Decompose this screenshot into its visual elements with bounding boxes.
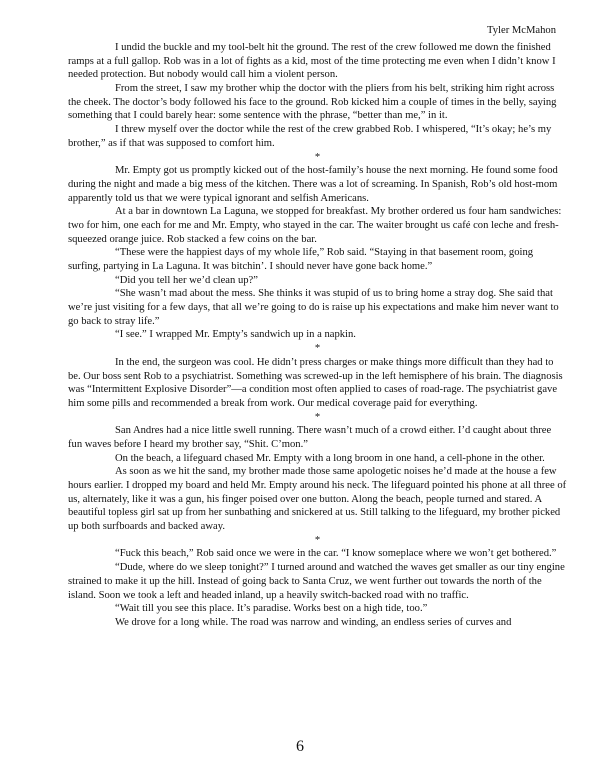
paragraph: In the end, the surgeon was cool. He didn’t press charges or make things more difficult than they had to be. Our boss sent Rob to a psychiatrist. Something was screwed-up in the left hemisphere of his brain. The diagnosis was “Intermittent Explosive Disorder”—a condition most often applied to cases of road-rage. The psychiatrist gave him some pills and recommended a break from work. Our medical coverage paid for everything. bbox=[68, 356, 563, 409]
paragraph: “She wasn’t mad about the mess. She thinks it was stupid of us to bring home a stray dog. She said that we’re just visiting for a few days, that all we’re going to do is raise up his expectations and make him never want to go back to stray life.” bbox=[68, 288, 559, 327]
paragraph: From the street, I saw my brother whip the doctor with the pliers from his belt, striking him right across the cheek. The doctor’s body followed his face to the ground. Rob kicked him a couple of times in the belly, saying something that I could barely hear: some sentence with the phrase, “better than me,” in it. bbox=[68, 83, 557, 122]
paragraph: We drove for a long while. The road was narrow and winding, an endless series of curves and bbox=[115, 616, 512, 628]
paragraph: As soon as we hit the sand, my brother made those same apologetic noises he’d made at the house a few hours earlier. I dropped my board and held Mr. Empty around his neck. The lifeguard pointed his phone at all three of us, alternately, like it was a gun, his finger poised over one button. Along the beach, people turned and stared. A beautiful topless girl sat up from her sunbathing and snickered at us. Still talking to the lifeguard, my brother picked up both surfboards and backed away. bbox=[68, 466, 567, 533]
running-header-author: Tyler McMahon bbox=[487, 25, 556, 36]
paragraph: “Wait till you see this place. It’s paradise. Works best on a high tide, too.” bbox=[115, 603, 428, 615]
paragraph: At a bar in downtown La Laguna, we stopped for breakfast. My brother ordered us four ham sandwiches: two for him, one each for me and Mr. Empty, who stayed in the car. The waiter brought us café con leche and fresh-squeezed orange juice. Rob stacked a few coins on the bar. bbox=[68, 206, 562, 245]
paragraph: On the beach, a lifeguard chased Mr. Empty with a long broom in one hand, a cell-phone in the other. bbox=[115, 452, 545, 464]
paragraph: I undid the buckle and my tool-belt hit the ground. The rest of the crew followed me down the finished ramps at a full gallop. Rob was in a lot of fights as a kid, most of the time protecting me even when I didn’t know I needed protection. But nobody would call him a violent person. bbox=[68, 42, 556, 81]
manuscript-body bbox=[68, 41, 567, 630]
paragraph: “These were the happiest days of my whole life,” Rob said. “Staying in that basement room, going surfing, partying in La Laguna. It was bitchin’. I should never have gone back home.” bbox=[68, 247, 534, 272]
paragraph: “Fuck this beach,” Rob said once we were in the car. “I know someplace where we won’t get bothered.” bbox=[115, 548, 557, 560]
paragraph: “Dude, where do we sleep tonight?” I turned around and watched the waves get smaller as our tiny engine strained to make it up the hill. Instead of going back to Santa Cruz, we went further out towards the north of the island. Soon we took a left and headed inland, up a heavily switch-backed road with no traffic. bbox=[68, 562, 565, 601]
section-break: * bbox=[314, 411, 321, 423]
paragraph: Mr. Empty got us promptly kicked out of the host-family’s house the next morning. He found some food during the night and made a big mess of the kitchen. There was a lot of screaming. In Spanish, Rob’s old host-mom apparently told us that we were typical ignorant and selfish Americans. bbox=[68, 165, 558, 204]
paragraph: “I see.” I wrapped Mr. Empty’s sandwich up in a napkin. bbox=[115, 329, 356, 341]
page-number: 6 bbox=[296, 738, 304, 755]
paragraph: I threw myself over the doctor while the rest of the crew grabbed Rob. I whispered, “It’s okay; he’s my brother,” as if that was supposed to comfort him. bbox=[68, 124, 552, 149]
section-break: * bbox=[314, 151, 321, 163]
paragraph: “Did you tell her we’d clean up?” bbox=[115, 274, 258, 286]
paragraph: San Andres had a nice little swell running. There wasn’t much of a crowd either. I’d caught about three fun waves before I heard my brother say, “Shit. C’mon.” bbox=[68, 425, 552, 450]
section-break: * bbox=[314, 343, 321, 355]
section-break: * bbox=[314, 534, 321, 546]
